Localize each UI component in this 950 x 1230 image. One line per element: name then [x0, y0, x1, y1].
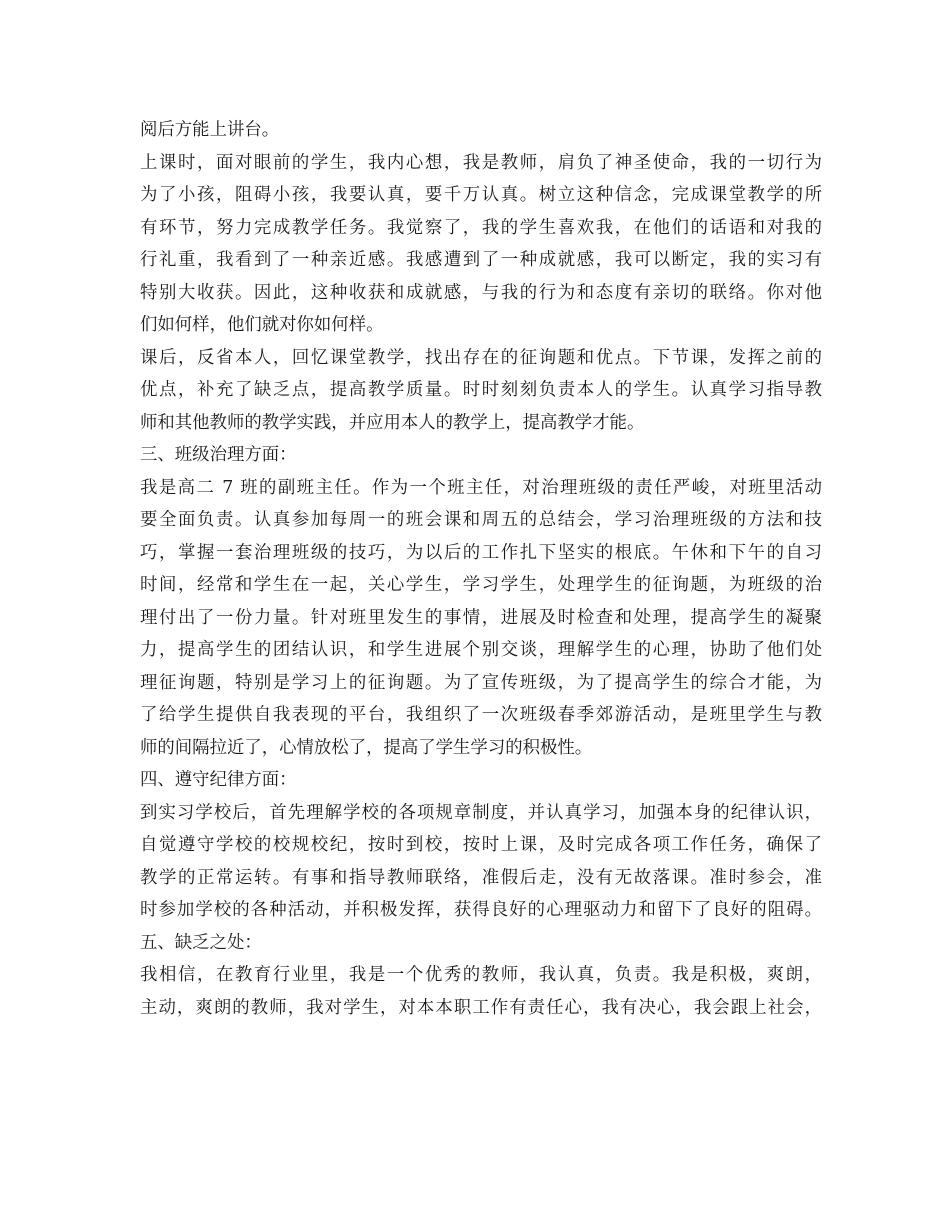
text-line: 巧，掌握一套治理班级的技巧，为以后的工作扎下坚实的根底。午休和下午的自习	[140, 542, 822, 563]
text-line: 理付出了一份力量。针对班里发生的事情，进展及时检查和处理，提高学生的凝聚	[140, 607, 822, 628]
text-line: 三、班级治理方面：	[140, 445, 297, 465]
text-line: 我是高二 7 班的副班主任。作为一个班主任，对治理班级的责任严峻，对班里活动	[140, 477, 822, 498]
text-line: 主动，爽朗的教师，我对学生，对本本职工作有责任心，我有决心，我会跟上社会，	[140, 997, 822, 1018]
text-line: 上课时，面对眼前的学生，我内心想，我是教师，肩负了神圣使命，我的一切行为	[140, 152, 822, 173]
document-body	[140, 114, 822, 1024]
text-line: 优点，补充了缺乏点，提高教学质量。时时刻刻负责本人的学生。认真学习指导教	[140, 380, 822, 400]
text-line: 特别大收获。因此，这种收获和成就感，与我的行为和态度有亲切的联络。你对他	[140, 282, 822, 303]
text-line: 自觉遵守学校的校规校纪，按时到校，按时上课，及时完成各项工作任务，确保了	[140, 835, 822, 855]
text-line: 到实习学校后，首先理解学校的各项规章制度，并认真学习，加强本身的纪律认识，	[140, 802, 822, 823]
text-line: 五、缺乏之处：	[140, 932, 262, 953]
text-line: 有环节，努力完成教学任务。我觉察了，我的学生喜欢我，在他们的话语和对我的	[140, 217, 822, 238]
text-line: 课后，反省本人，回忆课堂教学，找出存在的征询题和优点。下节课，发挥之前的	[140, 347, 822, 368]
text-line: 们如何样，他们就对你如何样。	[140, 315, 384, 335]
text-line: 行礼重，我看到了一种亲近感。我感遭到了一种成就感，我可以断定，我的实习有	[140, 250, 822, 270]
text-line: 时参加学校的各种活动，并积极发挥，获得良好的心理驱动力和留下了良好的阻碍。	[140, 900, 822, 920]
text-line: 四、遵守纪律方面：	[140, 770, 297, 790]
text-line: 力，提高学生的团结认识，和学生进展个别交谈，理解学生的心理，协助了他们处	[140, 640, 822, 660]
text-line: 阅后方能上讲台。	[140, 120, 280, 140]
text-line: 要全面负责。认真参加每周一的班会课和周五的总结会，学习治理班级的方法和技	[140, 510, 822, 530]
text-line: 师和其他教师的教学实践，并应用本人的教学上，提高教学才能。	[140, 412, 645, 433]
text-line: 教学的正常运转。有事和指导教师联络，准假后走，没有无故落课。准时参会，准	[140, 867, 822, 888]
text-line: 为了小孩，阻碍小孩，我要认真，要千万认真。树立这种信念，完成课堂教学的所	[140, 185, 822, 205]
text-line: 师的间隔拉近了，心情放松了，提高了学生学习的积极性。	[140, 737, 593, 758]
text-line: 我相信，在教育行业里，我是一个优秀的教师，我认真，负责。我是积极，爽朗，	[140, 965, 822, 985]
text-line: 了给学生提供自我表现的平台，我组织了一次班级春季郊游活动，是班里学生与教	[140, 705, 822, 725]
text-line: 理征询题，特别是学习上的征询题。为了宣传班级，为了提高学生的综合才能，为	[140, 672, 822, 693]
text-line: 时间，经常和学生在一起，关心学生，学习学生，处理学生的征询题，为班级的治	[140, 575, 822, 595]
